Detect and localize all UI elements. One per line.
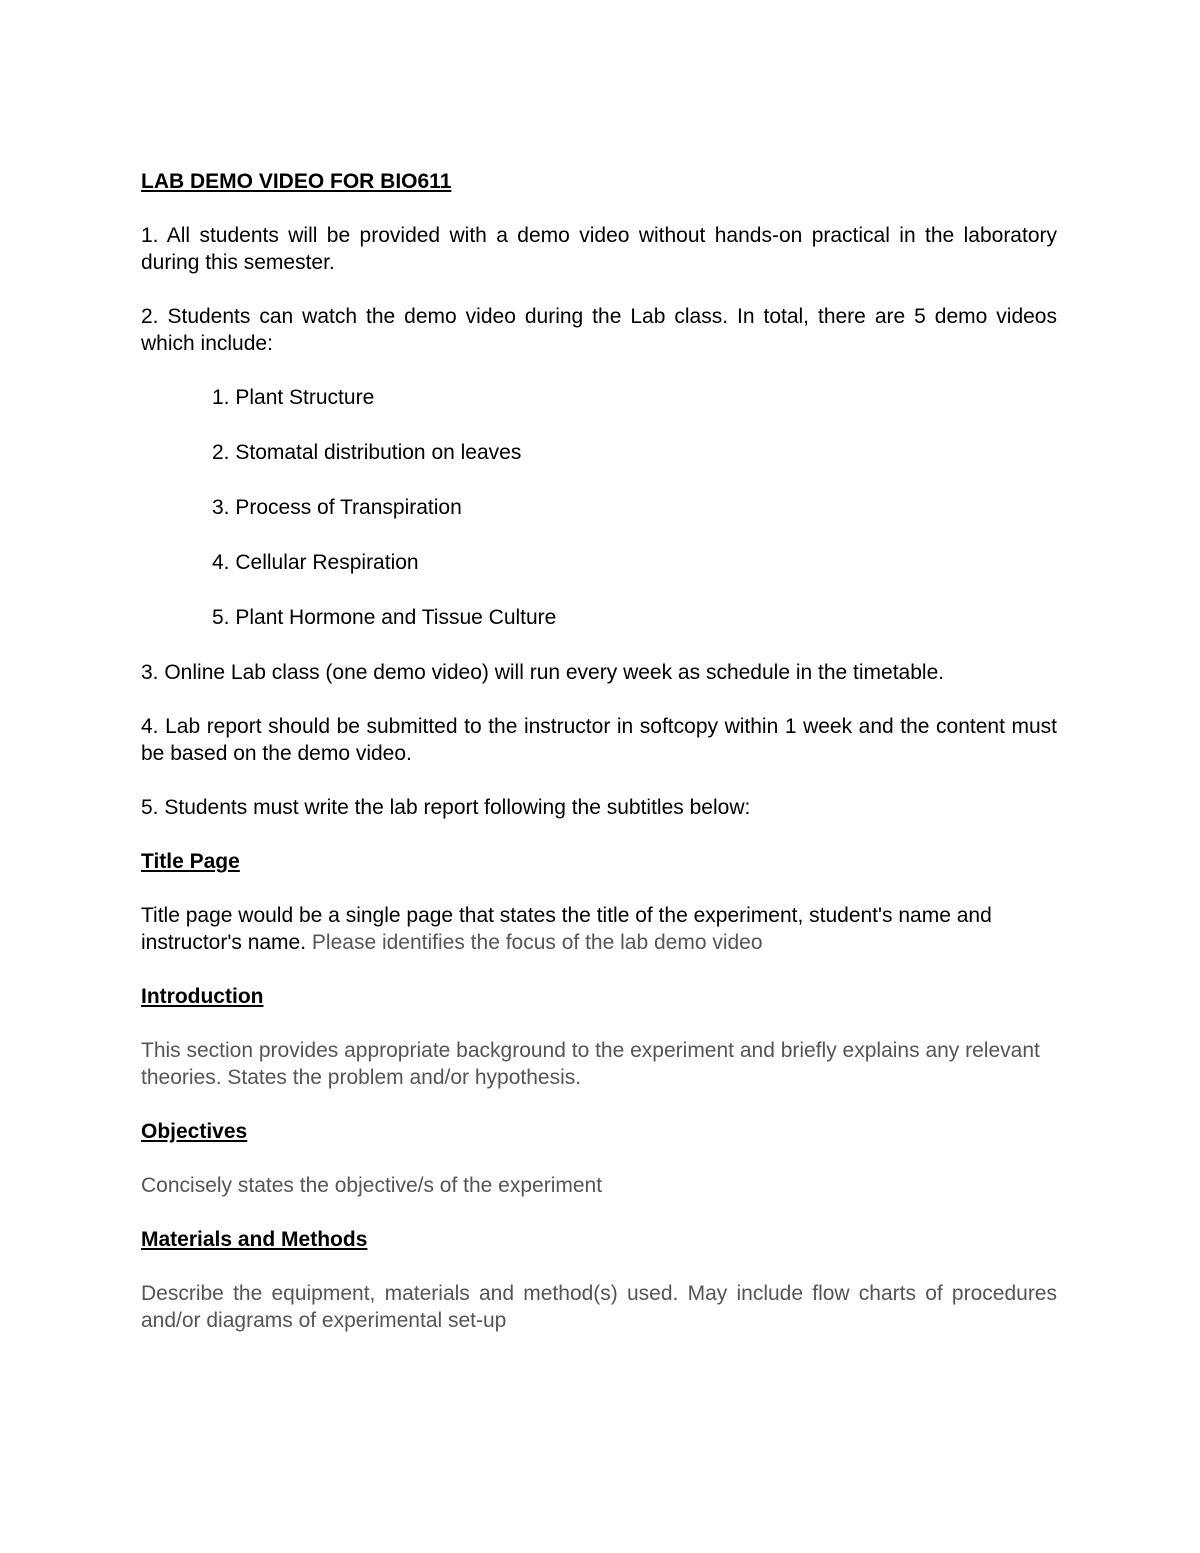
section-text-objectives: Concisely states the objective/s of the experiment — [141, 1174, 603, 1197]
section-heading-title-page: Title Page — [141, 850, 240, 873]
list-item: 4. Cellular Respiration — [212, 551, 419, 574]
section-heading-materials-methods: Materials and Methods — [141, 1228, 368, 1251]
list-item: 5. Plant Hormone and Tissue Culture — [212, 606, 557, 629]
paragraph-4: 4. Lab report should be submitted to the instructor in softcopy within 1 week and the content must be based on the demo video. — [141, 715, 1057, 765]
paragraph-2: 2. Students can watch the demo video during the Lab class. In total, there are 5 demo videos which include: — [141, 305, 1057, 355]
section-text-main: Title page would be a single page that states the title of the experiment, student's name and instructor's name. — [141, 904, 992, 954]
section-text-note: Please identifies the focus of the lab demo video — [306, 931, 763, 954]
list-item: 2. Stomatal distribution on leaves — [212, 441, 522, 464]
section-text-materials-methods: Describe the equipment, materials and method(s) used. May include flow charts of procedures and/or diagrams of experimental set-up — [141, 1282, 1057, 1332]
list-item: 3. Process of Transpiration — [212, 496, 462, 519]
list-item: 1. Plant Structure — [212, 386, 375, 409]
demo-video-list — [141, 384, 1057, 631]
section-text-title-page — [141, 902, 1057, 956]
section-heading-objectives: Objectives — [141, 1120, 248, 1143]
document-title: LAB DEMO VIDEO FOR BIO611 — [141, 170, 452, 193]
section-heading-introduction: Introduction — [141, 985, 264, 1008]
section-text-introduction: This section provides appropriate background to the experiment and briefly explains any relevant theories. States the problem and/or hypothesis. — [141, 1039, 1040, 1089]
paragraph-1: 1. All students will be provided with a demo video without hands-on practical in the laboratory during this semester. — [141, 224, 1057, 274]
document-page — [141, 168, 1057, 1361]
paragraph-5: 5. Students must write the lab report following the subtitles below: — [141, 796, 751, 819]
paragraph-3: 3. Online Lab class (one demo video) will run every week as schedule in the timetable. — [141, 661, 945, 684]
